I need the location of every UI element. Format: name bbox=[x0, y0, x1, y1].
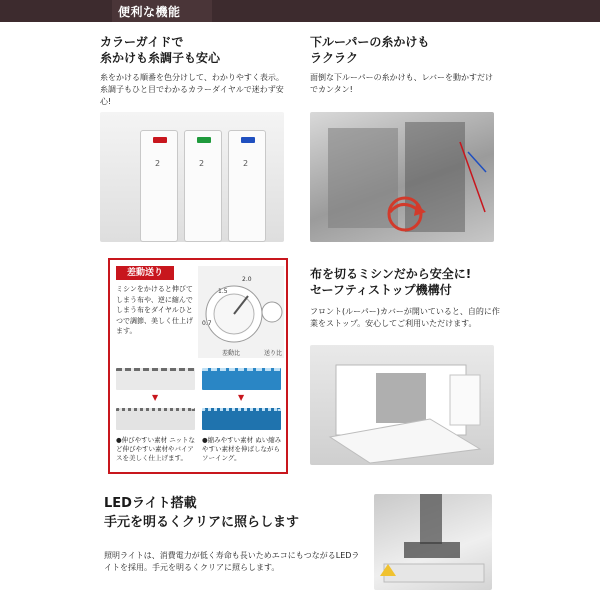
led-body: 照明ライトは、消費電力が低く寿命も長いためエコにもつながるLEDライトを採用。手元を明るくクリアに照らします。 bbox=[104, 551, 360, 572]
tension-dial bbox=[184, 130, 222, 242]
safety-stop-title-line1: 布を切るミシンだから安全に! bbox=[310, 267, 472, 281]
differential-feed-body: ミシンをかけると伸びてしまう布や、逆に縮んでしまう布をダイヤルひとつで調節、美しく仕上げます。 bbox=[116, 285, 193, 335]
color-guide-photo bbox=[100, 112, 284, 242]
lower-looper-title bbox=[310, 34, 500, 66]
dial-color-marker bbox=[197, 137, 211, 143]
led-title-line2: 手元を明るくクリアに照らします bbox=[104, 515, 300, 530]
stretch-fabric-before bbox=[116, 368, 195, 390]
dial-number: 2 bbox=[155, 159, 161, 168]
differential-dial-illustration bbox=[198, 266, 284, 358]
differential-feed-tag: 差動送り bbox=[116, 266, 174, 280]
shrink-fabric-caption: ●縮みやすい素材 ぬい縮みやすい素材を伸ばしながらソーイング。 bbox=[202, 436, 282, 462]
shrink-fabric-before bbox=[202, 368, 281, 390]
looper-mechanism-illustration bbox=[310, 112, 494, 242]
color-guide-title-line1: カラーガイドで bbox=[100, 35, 184, 49]
down-arrow-icon: ▼ bbox=[238, 393, 245, 402]
color-guide-body: 糸をかける順番を色分けして、わかりやすく表示。糸調子もひと目でわかるカラーダイヤルで迷わず安心! bbox=[100, 73, 284, 106]
dial-color-marker bbox=[153, 137, 167, 143]
safety-stop-title bbox=[310, 266, 500, 298]
dial-label-mid: 1.5 bbox=[218, 288, 228, 295]
lower-looper-title-line2: ラクラク bbox=[310, 51, 359, 65]
color-guide-title bbox=[100, 34, 290, 66]
safety-stop-body: フロント(ルーパー)カバーが開いていると、自的に作業をストップ。安心してご利用いただけます。 bbox=[310, 307, 500, 328]
differential-feed-panel bbox=[108, 258, 288, 474]
header-banner bbox=[0, 0, 600, 22]
led-photo bbox=[374, 494, 492, 590]
down-arrow-icon: ▼ bbox=[152, 393, 159, 402]
lower-looper-body: 面倒な下ルーパーの糸かけも、レバーを動かすだけでカンタン! bbox=[310, 73, 494, 94]
lower-looper-title-line1: 下ルーパーの糸かけも bbox=[310, 35, 430, 49]
page-title: 便利な機能 bbox=[118, 5, 181, 19]
tension-dial bbox=[140, 130, 178, 242]
open-cover-illustration bbox=[310, 345, 494, 465]
safety-stop-title-line2: セーフティストップ機構付 bbox=[310, 283, 452, 297]
dial-color-marker bbox=[241, 137, 255, 143]
stretch-fabric-after bbox=[116, 408, 195, 430]
color-guide-title-line2: 糸かけも糸調子も安心 bbox=[100, 51, 221, 65]
presser-foot-illustration bbox=[374, 494, 492, 590]
dial-label-left: 0.7 bbox=[202, 320, 212, 327]
safety-stop-photo bbox=[310, 345, 494, 465]
dial-label-side: 送り比 bbox=[264, 350, 283, 357]
led-title bbox=[104, 494, 364, 532]
shrink-fabric-after bbox=[202, 408, 281, 430]
lower-looper-photo bbox=[310, 112, 494, 242]
dial-number: 2 bbox=[243, 159, 249, 168]
stretch-fabric-caption: ●伸びやすい素材 ニットなど伸びやすい素材やバイアスを美しく仕上げます。 bbox=[116, 436, 195, 462]
dial-label-top: 2.0 bbox=[242, 276, 252, 283]
led-title-line1: LEDライト搭載 bbox=[104, 496, 197, 511]
tension-dial bbox=[228, 130, 266, 242]
dial-label-bottom: 差動比 bbox=[222, 350, 241, 357]
dial-number: 2 bbox=[199, 159, 205, 168]
